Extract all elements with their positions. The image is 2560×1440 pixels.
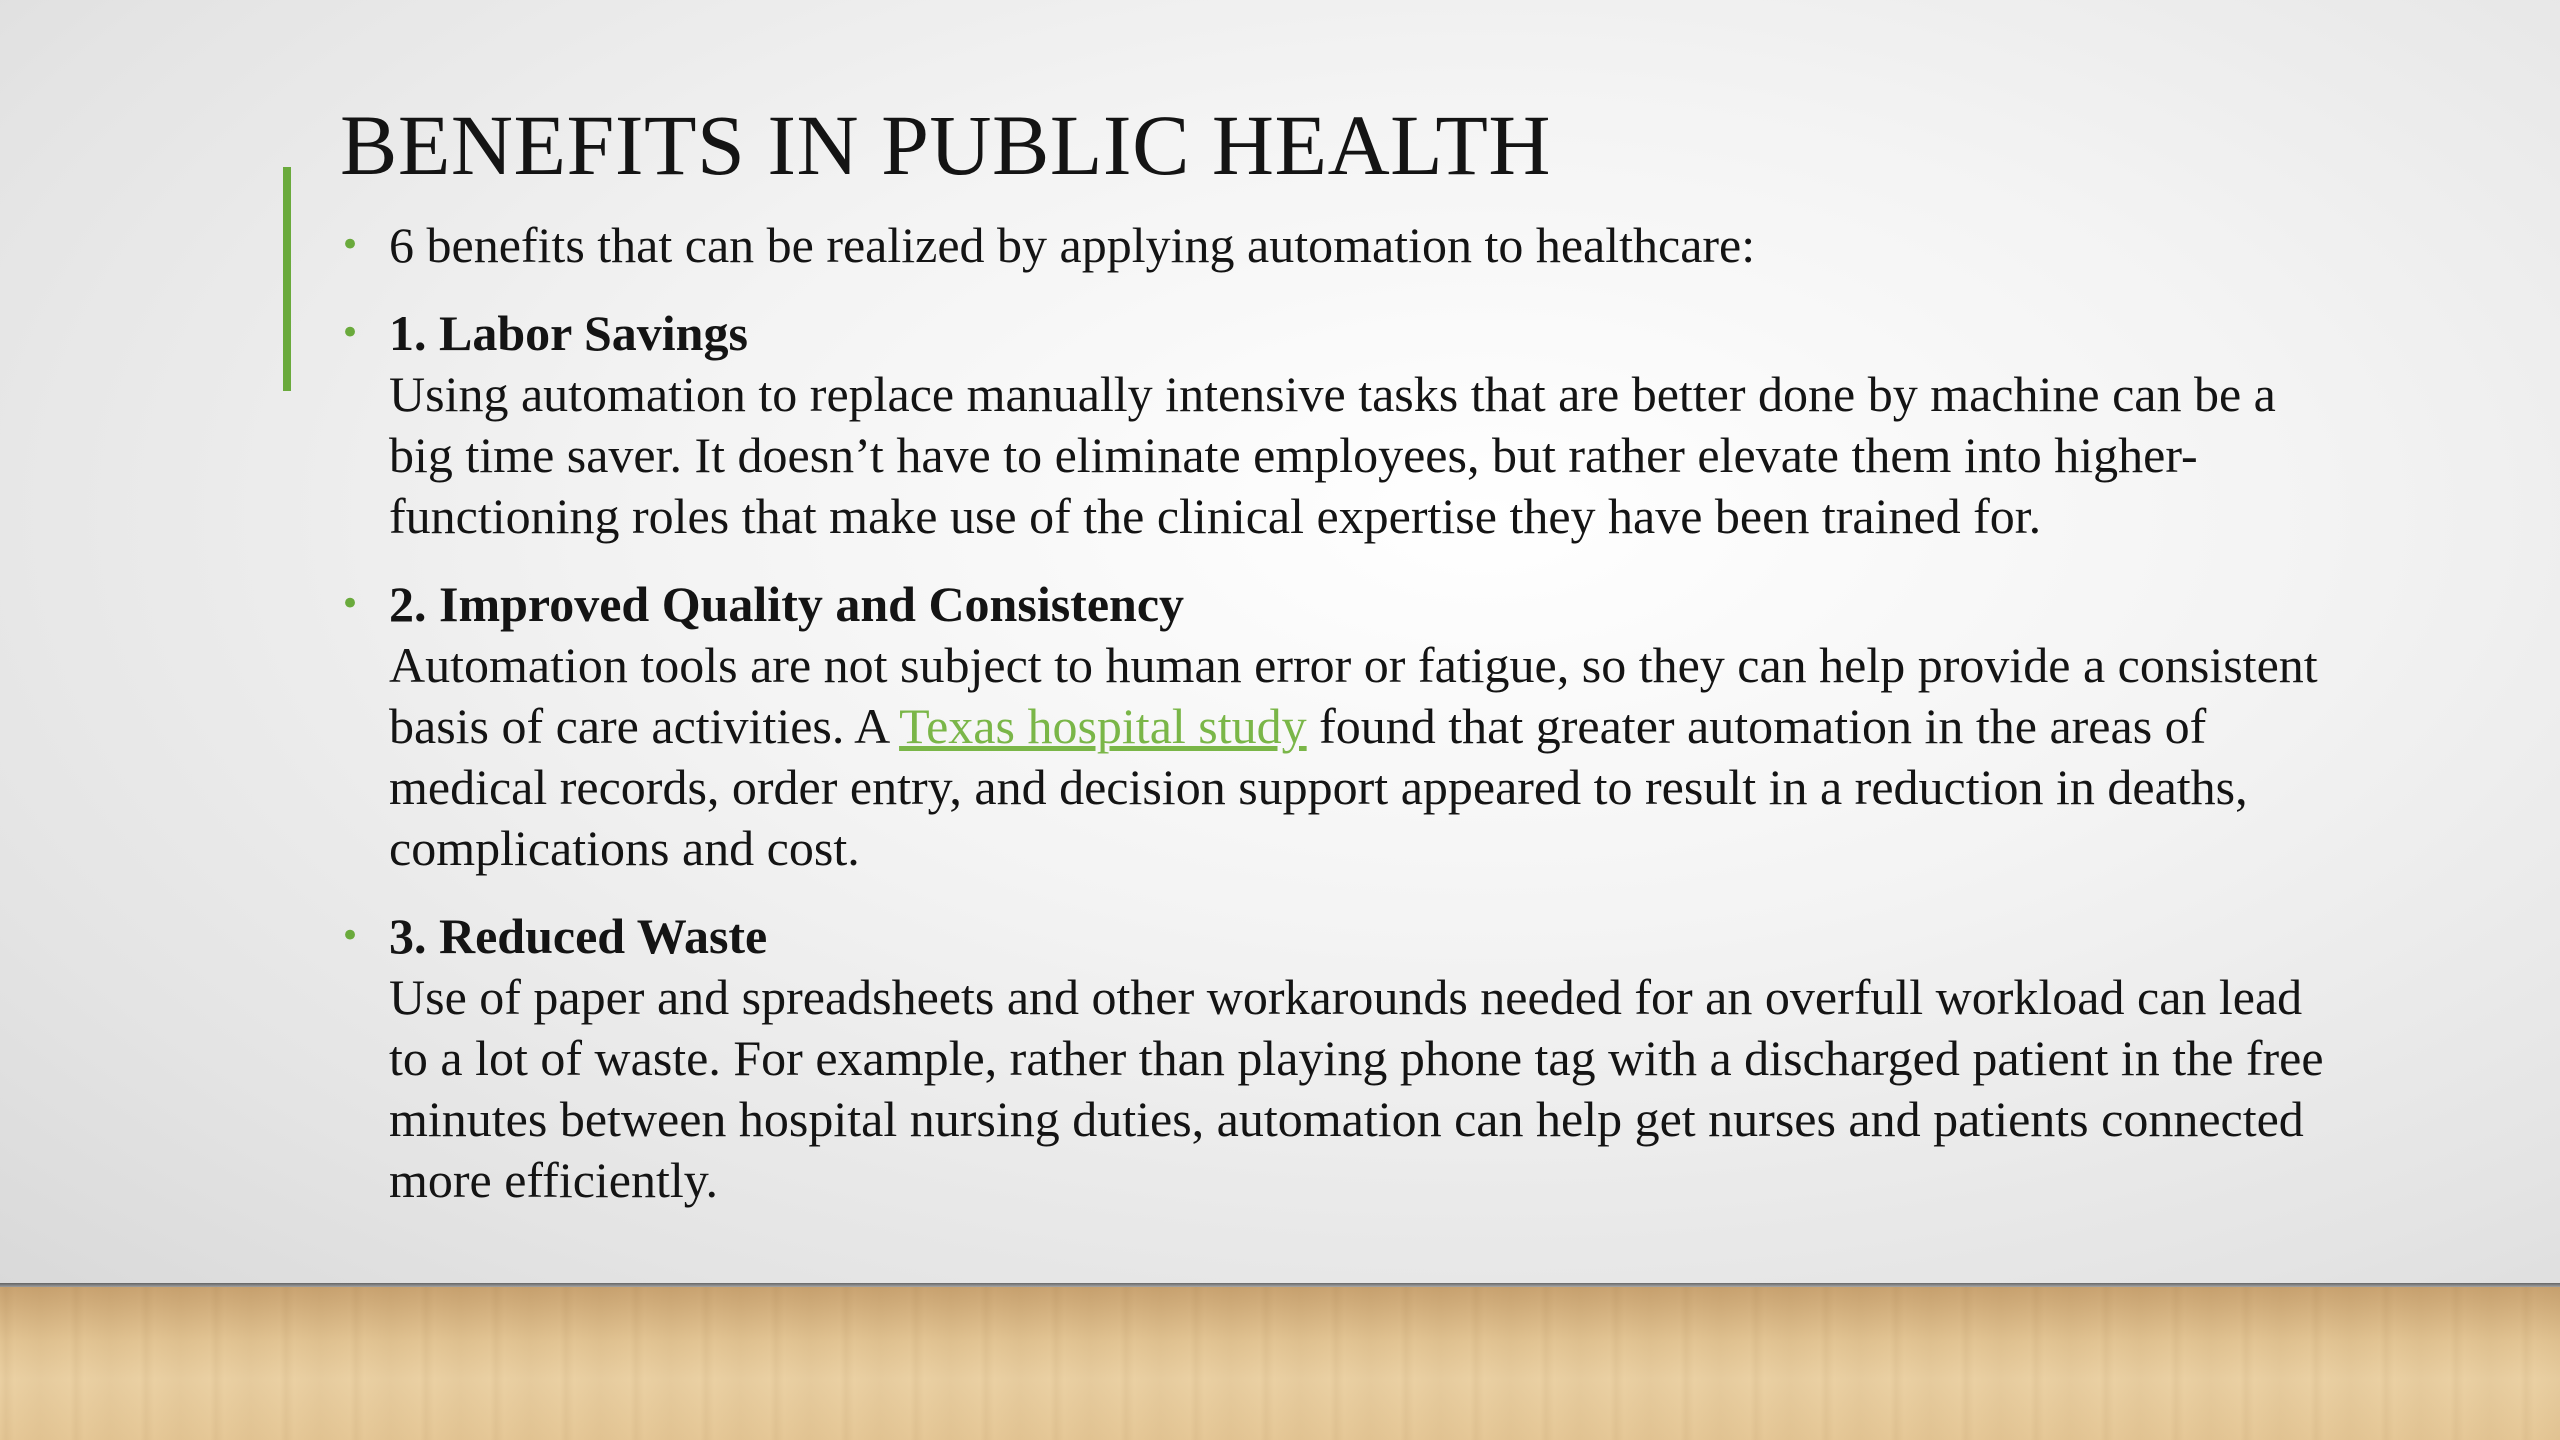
- bullet-body: Use of paper and spreadsheets and other workarounds needed for an overfull workload can lead to a lot of waste. For example, rather than playing phone tag with a discharged patient in the free minutes between hospital nursing duties, automation can help get nurses and patients connected more efficiently.: [389, 969, 2324, 1208]
- accent-bar: [283, 167, 291, 391]
- bullet-body: [389, 635, 2340, 879]
- bullet-dot-icon: •: [340, 225, 361, 265]
- bullet-intro: [340, 215, 2340, 276]
- bullet-quality-consistency: [340, 574, 2340, 879]
- bullet-heading: 2. Improved Quality and Consistency: [389, 576, 1185, 632]
- slide-title: BENEFITS IN PUBLIC HEALTH: [340, 97, 1551, 193]
- bullet-dot-icon: •: [340, 916, 361, 956]
- bullet-body-pre: Automation tools are not subject to human error or fatigue, so they can help provide a consistent basis of care activities. A: [389, 637, 2318, 754]
- bullet-dot-icon: •: [340, 584, 361, 624]
- bullet-heading: 3. Reduced Waste: [389, 908, 768, 964]
- slide-content: [340, 215, 2340, 1238]
- bullet-labor-savings: [340, 303, 2340, 547]
- texas-hospital-study-link[interactable]: Texas hospital study: [899, 698, 1307, 754]
- bullet-body: Using automation to replace manually intensive tasks that are better done by machine can be a big time saver. It doesn’t have to eliminate employees, but rather elevate them into higher-functioning roles that make use of the clinical expertise they have been trained for.: [389, 366, 2276, 544]
- bullet-intro-text: 6 benefits that can be realized by applying automation to healthcare:: [389, 217, 1756, 273]
- bullet-reduced-waste: [340, 906, 2340, 1211]
- wood-floor-background: [0, 1287, 2560, 1440]
- bullet-dot-icon: •: [340, 313, 361, 353]
- bullet-heading: 1. Labor Savings: [389, 305, 748, 361]
- bullet-body-post: found that greater automation in the areas of medical records, order entry, and decision support appeared to result in a reduction in deaths, complications and cost.: [389, 698, 2248, 876]
